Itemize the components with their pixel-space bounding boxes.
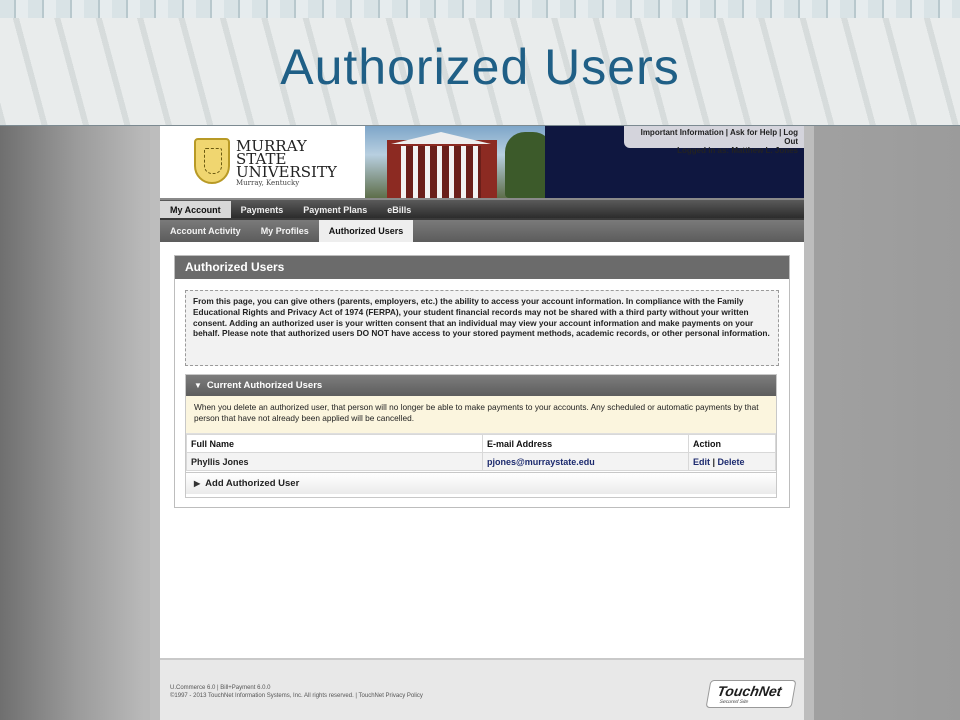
tab-authorized-users[interactable]: Authorized Users	[319, 220, 414, 242]
ferpa-info-text: From this page, you can give others (parents, employers, etc.) the ability to access your account information. In compliance with the Family Educational Rights and Privacy Act of 1974 (FERPA), your student financial records may not be shared with a third party without your written consent. Adding an authorized user is your written consent that an individual may view your account information and make payments on your behalf. Please note that authorized users DO NOT have access to your stored payment methods, academic records, or other personal information.	[185, 290, 779, 366]
site-header	[160, 126, 804, 198]
tab-payment-plans[interactable]: Payment Plans	[303, 205, 368, 215]
slide-title: Authorized Users	[280, 39, 680, 95]
triangle-down-icon: ▼	[194, 381, 202, 390]
column-email: E-mail Address	[483, 435, 689, 453]
slide-top-strip	[0, 0, 960, 18]
version-text: U.Commerce 6.0 | Bill+Payment 6.0.0	[170, 685, 271, 691]
site-footer	[160, 658, 804, 720]
column-action: Action	[689, 435, 776, 453]
header-links: Important Information | Ask for Help | Log Out Logged in as: Matthew L. Jones	[624, 126, 804, 148]
current-authorized-users-section	[185, 374, 777, 498]
primary-nav	[160, 198, 804, 218]
touchnet-logo[interactable]: TouchNet Secured Site	[706, 680, 797, 708]
copyright-text: ©1997 - 2013 TouchNet Information Systems, Inc. All rights reserved. | TouchNet Privacy Policy	[170, 693, 423, 699]
table-header-row	[187, 435, 776, 453]
users-table	[186, 434, 776, 471]
user-action-cell: Edit | Delete	[689, 453, 776, 471]
tab-payments[interactable]: Payments	[240, 205, 284, 215]
current-users-toggle[interactable]: ▼ Current Authorized Users	[186, 375, 776, 396]
authorized-users-panel	[174, 255, 790, 508]
tab-my-profiles[interactable]: My Profiles	[260, 226, 309, 236]
log-out-link[interactable]: Log Out	[783, 128, 798, 146]
university-logo[interactable]	[160, 126, 365, 198]
triangle-right-icon: ▶	[194, 479, 201, 488]
delete-notice: When you delete an authorized user, that person will no longer be able to make payments to your accounts. Any scheduled or automatic payments by that person that have not already been applied will be cancelled.	[186, 396, 776, 434]
user-email-cell	[483, 453, 689, 471]
logged-in-text: Logged in as: Matthew L. Jones	[677, 146, 798, 155]
ask-for-help-link[interactable]: Ask for Help	[729, 128, 778, 137]
page-content	[160, 126, 804, 720]
add-authorized-user-toggle[interactable]: ▶ Add Authorized User	[186, 472, 776, 494]
secondary-nav	[160, 218, 804, 242]
user-name-cell: Phyllis Jones	[187, 453, 483, 471]
edit-user-link[interactable]: Edit	[693, 456, 710, 467]
campus-building-image	[365, 126, 545, 198]
tab-ebills[interactable]: eBills	[387, 205, 412, 215]
tab-account-activity[interactable]: Account Activity	[170, 226, 241, 236]
column-full-name: Full Name	[187, 435, 483, 453]
delete-user-link[interactable]: Delete	[717, 456, 745, 467]
tab-my-account[interactable]: My Account	[160, 201, 231, 219]
footer-text	[170, 684, 423, 700]
university-seal-icon	[194, 138, 230, 184]
browser-page	[150, 126, 814, 720]
table-row	[187, 453, 776, 471]
user-email-link[interactable]: pjones@murraystate.edu	[487, 456, 595, 467]
panel-title: Authorized Users	[175, 256, 789, 279]
important-information-link[interactable]: Important Information	[640, 128, 724, 137]
university-wordmark: MURRAY STATE UNIVERSITY Murray, Kentucky	[236, 137, 337, 187]
